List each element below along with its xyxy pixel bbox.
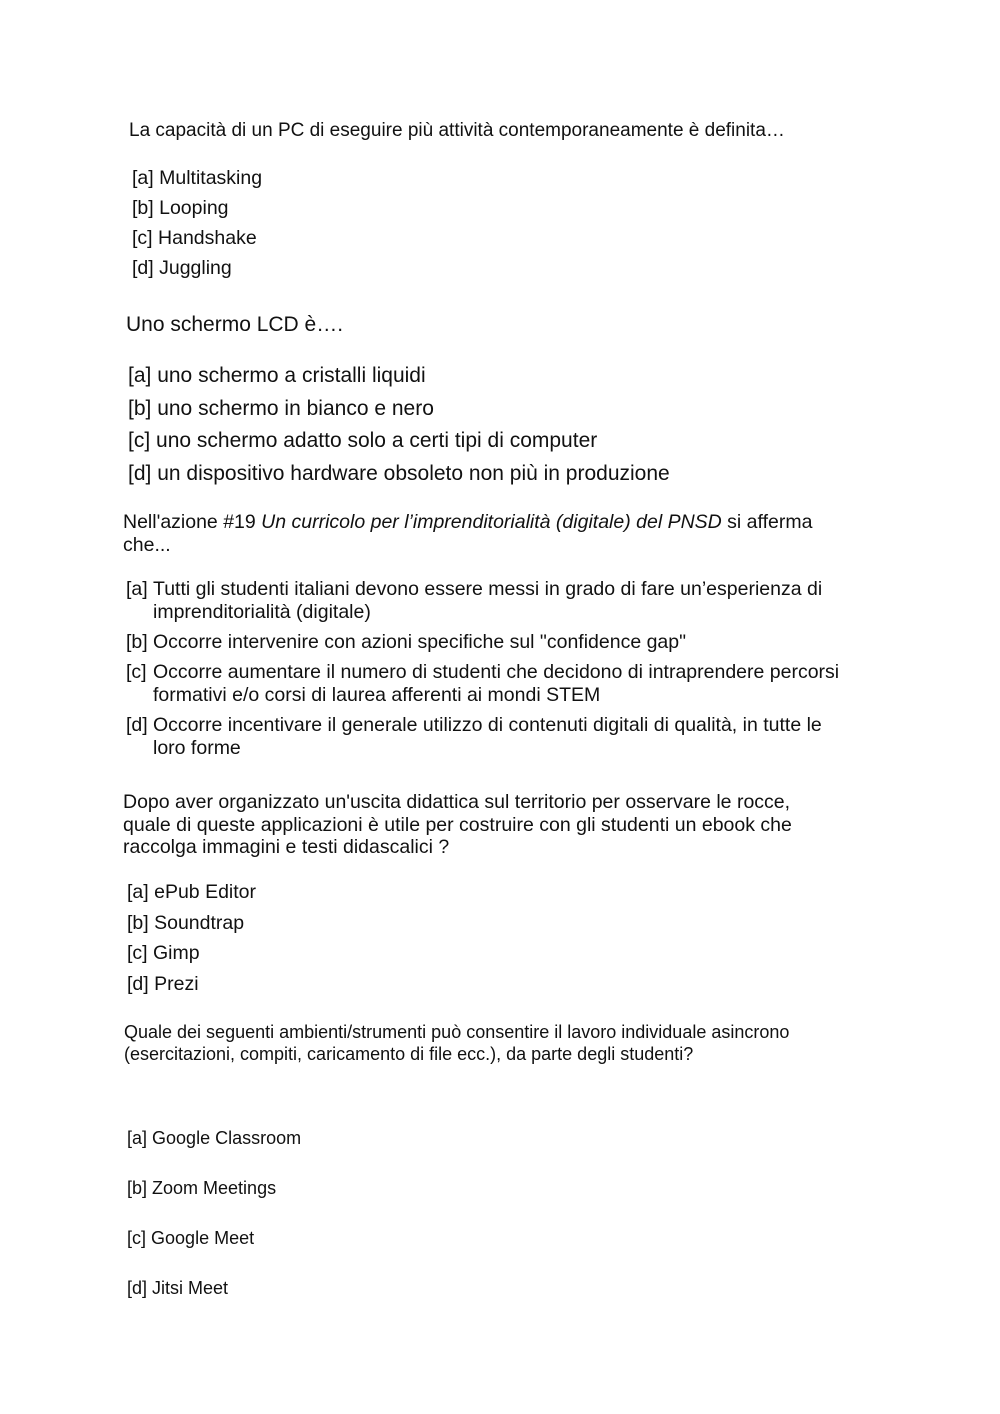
- option-text: Juggling: [159, 257, 232, 279]
- option-item: [127, 912, 256, 943]
- option-text: uno schermo adatto solo a certi tipi di computer: [156, 429, 598, 452]
- option-key: [d]: [127, 1278, 148, 1298]
- option-text: Google Meet: [151, 1228, 255, 1248]
- option-item: [132, 197, 262, 227]
- option-text: Occorre aumentare il numero di studenti che decidono di intraprendere percorsi formativi e/o corsi di laurea afferenti ai mondi STEM: [153, 661, 840, 706]
- option-key: [a]: [128, 364, 152, 387]
- option-key: [d]: [132, 257, 154, 279]
- option-item: [126, 714, 841, 760]
- question-3-options: [126, 578, 841, 767]
- option-key: [c]: [127, 1228, 147, 1248]
- option-item: [126, 631, 841, 654]
- option-key: [c]: [132, 227, 153, 249]
- option-item: [132, 167, 262, 197]
- option-text: Tutti gli studenti italiani devono essere messi in grado di fare un’esperienza di imprenditorialità (digitale): [153, 578, 823, 623]
- option-key: [a]: [126, 578, 148, 600]
- option-key: [d]: [128, 461, 152, 485]
- option-text: Gimp: [153, 942, 200, 964]
- option-text: Multitasking: [159, 167, 263, 189]
- option-text: Occorre intervenire con azioni specifiche sul "confidence gap": [153, 631, 687, 653]
- option-text: uno schermo in bianco e nero: [157, 396, 434, 420]
- option-key: [b]: [128, 396, 152, 420]
- option-key: [d]: [127, 972, 149, 995]
- question-2-text: Uno schermo LCD è….: [126, 313, 344, 336]
- option-item: [132, 227, 262, 257]
- option-item: [132, 257, 262, 287]
- option-text: uno schermo a cristalli liquidi: [157, 364, 426, 387]
- question-4-options: [127, 881, 256, 1003]
- option-text: Looping: [159, 197, 229, 219]
- option-item: [127, 973, 256, 1004]
- option-text: Google Classroom: [152, 1128, 302, 1148]
- option-key: [b]: [132, 197, 154, 219]
- option-key: [a]: [132, 167, 154, 189]
- option-text: ePub Editor: [154, 881, 257, 903]
- option-text: un dispositivo hardware obsoleto non più in produzione: [157, 461, 670, 485]
- option-key: [a]: [127, 881, 149, 903]
- option-key: [d]: [126, 714, 148, 736]
- option-text: Zoom Meetings: [152, 1178, 277, 1198]
- option-item: [128, 363, 670, 396]
- option-key: [c]: [127, 942, 148, 964]
- question-1-text: La capacità di un PC di eseguire più attività contemporaneamente è definita…: [129, 120, 785, 141]
- option-text: Occorre incentivare il generale utilizzo di contenuti digitali di qualità, in tutte le loro forme: [153, 714, 822, 759]
- option-text: Handshake: [158, 227, 257, 249]
- option-item: [127, 942, 256, 973]
- option-key: [c]: [126, 661, 147, 683]
- question-3-text-after: si afferma che...: [123, 511, 813, 556]
- option-item: [128, 428, 670, 461]
- option-item: [127, 881, 256, 912]
- option-item: [127, 1127, 301, 1177]
- option-key: [b]: [127, 911, 149, 934]
- option-item: [128, 461, 670, 494]
- question-5-options: [127, 1127, 301, 1327]
- question-1-options: [132, 167, 262, 287]
- question-3-text: [123, 511, 843, 557]
- option-item: [127, 1277, 301, 1327]
- option-item: [126, 661, 841, 707]
- question-2-options: [128, 363, 670, 493]
- option-key: [b]: [126, 631, 148, 653]
- option-text: Jitsi Meet: [152, 1278, 229, 1298]
- option-item: [126, 578, 841, 624]
- option-text: Soundtrap: [154, 911, 245, 934]
- option-text: Prezi: [154, 972, 199, 995]
- option-item: [127, 1227, 301, 1277]
- option-key: [a]: [127, 1128, 148, 1148]
- question-4-text: Dopo aver organizzato un'uscita didattica sul territorio per osservare le rocce, quale di queste applicazioni è utile per costruire con gli studenti un ebook che raccolga immagini e testi didascalici ?: [123, 791, 792, 858]
- option-item: [128, 396, 670, 429]
- question-3-text-italic: Un curricolo per l’imprenditorialità (digitale) del PNSD: [261, 511, 722, 533]
- option-key: [c]: [128, 429, 151, 452]
- question-5-text: Quale dei seguenti ambienti/strumenti può consentire il lavoro individuale asincrono (esercitazioni, compiti, caricamento di file ecc.), da parte degli studenti?: [124, 1022, 790, 1064]
- question-3-text-before: Nell'azione #19: [123, 511, 262, 533]
- option-item: [127, 1177, 301, 1227]
- option-key: [b]: [127, 1178, 148, 1198]
